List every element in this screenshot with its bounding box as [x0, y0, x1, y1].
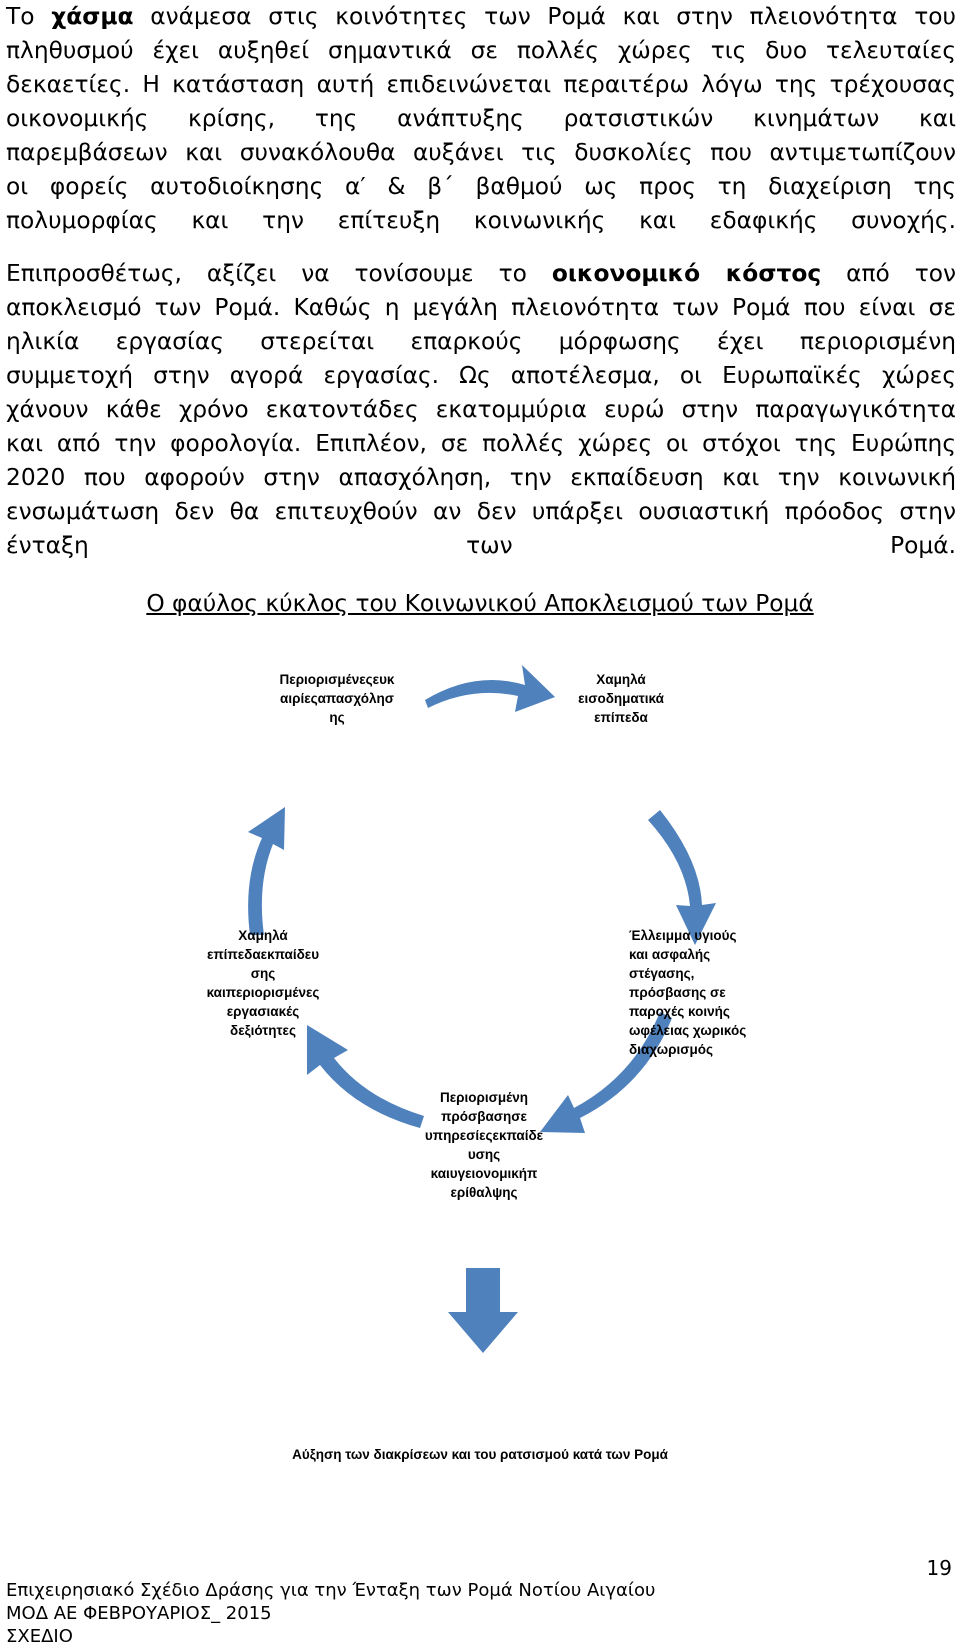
node-line: Χαμηλά — [596, 672, 646, 687]
paragraph-line: 2020 που αφορούν στην απασχόληση, την εκπαίδευση και την κοινωνική — [6, 464, 956, 491]
paragraph-line: χάνουν κάθε χρόνο εκατοντάδες εκατομμύρια ευρώ στην παραγωγικότητα — [6, 396, 956, 423]
node-line: παροχές κοινής — [629, 1004, 730, 1019]
footer-draft: ΣΧΕΔΙΟ — [6, 1626, 73, 1647]
node-line: καιπεριορισμένες — [206, 985, 320, 1000]
paragraph-line: συμμετοχή στην αγορά εργασίας. Ως αποτέλεσμα, οι Ευρωπαϊκές χώρες — [6, 362, 956, 389]
paragraph-line: ένταξη των Ρομά. — [6, 532, 956, 559]
node-line: επίπεδα — [594, 710, 648, 725]
text-run: από τον — [821, 260, 956, 287]
node-line: αιρίεςαπασχόλησ — [280, 691, 394, 706]
text-run: ανάμεσα στις κοινότητες των Ρομά και στην πλειονότητα του — [133, 3, 957, 30]
paragraph-line: ενσωμάτωση δεν θα επιτευχθούν αν δεν υπάρξει ουσιαστική πρόοδος στην — [6, 498, 956, 525]
paragraph-line: πληθυσμού έχει αυξηθεί σημαντικά σε πολλές χώρες τις δυο τελευταίες — [6, 37, 956, 64]
node-line: επίπεδαεκπαίδευ — [206, 947, 320, 962]
node-line: πρόσβασης σε — [629, 985, 726, 1000]
paragraph-line: αποκλεισμό των Ρομά. Καθώς η μεγάλη πλειονότητα των Ρομά που είναι σε — [6, 294, 956, 321]
node-line: Περιορισμένεςευκ — [279, 672, 395, 687]
diagram-title: Ο φαύλος κύκλος του Κοινωνικού Αποκλεισμού των Ρομά — [146, 590, 814, 617]
node-line: Περιορισμένη — [440, 1090, 528, 1105]
node-line: υσης — [467, 1147, 501, 1162]
node-limited-access-services — [409, 1088, 559, 1202]
paragraph-line: δεκαετίες. Η κατάσταση αυτή επιδεινώνεται περαιτέρω λόγω της τρέχουσας — [6, 71, 956, 98]
node-line: ωφέλειας χωρικός — [629, 1023, 747, 1038]
node-line: ης — [329, 710, 345, 725]
arrow-bottom-left — [307, 1025, 424, 1128]
node-line: εργασιακές — [226, 1004, 300, 1019]
arrow-left — [248, 807, 285, 935]
arrow-down-result — [448, 1268, 518, 1353]
result-label: Αύξηση των διακρίσεων και του ρατσισμού κατά των Ρομά — [292, 1447, 668, 1462]
node-housing-deficit — [629, 926, 789, 1059]
node-low-income — [556, 670, 686, 727]
node-line: στέγασης, — [629, 966, 695, 981]
arrow-right — [648, 810, 716, 945]
node-line: πρόσβασησε — [441, 1109, 527, 1124]
node-line: Έλλειμμα υγιούς — [629, 928, 737, 943]
text-run: Επιπροσθέτως, αξίζει να τονίσουμε το — [6, 260, 552, 287]
paragraph-line: παρεμβάσεων και συνακόλουθα αυξάνει τις δυσκολίες που αντιμετωπίζουν — [6, 139, 956, 166]
node-line: διαχωρισμός — [629, 1042, 713, 1057]
node-low-education — [188, 926, 338, 1040]
text-run: Το — [6, 3, 52, 30]
footer-title: Επιχειρησιακό Σχέδιο Δράσης για την Ένταξη των Ρομά Νοτίου Αιγαίου — [6, 1580, 656, 1601]
paragraph-line: οι φορείς αυτοδιοίκησης α′ & β΄ βαθμού ως προς τη διαχείριση της — [6, 173, 956, 200]
paragraph-line: οικονομικής κρίσης, της ανάπτυξης ρατσιστικών κινημάτων και — [6, 105, 956, 132]
node-line: και ασφαλής — [629, 947, 711, 962]
node-line: δεξιότητες — [230, 1023, 296, 1038]
paragraph-line: πολυμορφίας και την επίτευξη κοινωνικής και εδαφικής συνοχής. — [6, 207, 956, 234]
node-line: υπηρεσίεςεκπαίδε — [424, 1128, 544, 1143]
arrow-top — [425, 665, 555, 712]
emphasis-economic-cost: οικονομικό κόστος — [551, 260, 822, 287]
paragraph-line: ηλικία εργασίας στερείται επαρκούς μόρφωσης έχει περιορισμένη — [6, 328, 956, 355]
emphasis-chasm: χάσμα — [51, 3, 134, 30]
paragraph-line: και από την φορολογία. Επιπλέον, σε πολλές χώρες οι στόχοι της Ευρώπης — [6, 430, 956, 457]
node-line: ερίθαλψης — [450, 1185, 518, 1200]
footer-date: ΜΟΔ ΑΕ ΦΕΒΡΟΥΑΡΙΟΣ_ 2015 — [6, 1603, 272, 1624]
page-number: 19 — [926, 1556, 952, 1580]
node-line: Χαμηλά — [238, 928, 288, 943]
node-line: καιυγειονομικήπ — [430, 1166, 538, 1181]
node-limited-employment — [262, 670, 412, 727]
node-line: σης — [250, 966, 276, 981]
node-line: εισοδηματικά — [578, 691, 664, 706]
